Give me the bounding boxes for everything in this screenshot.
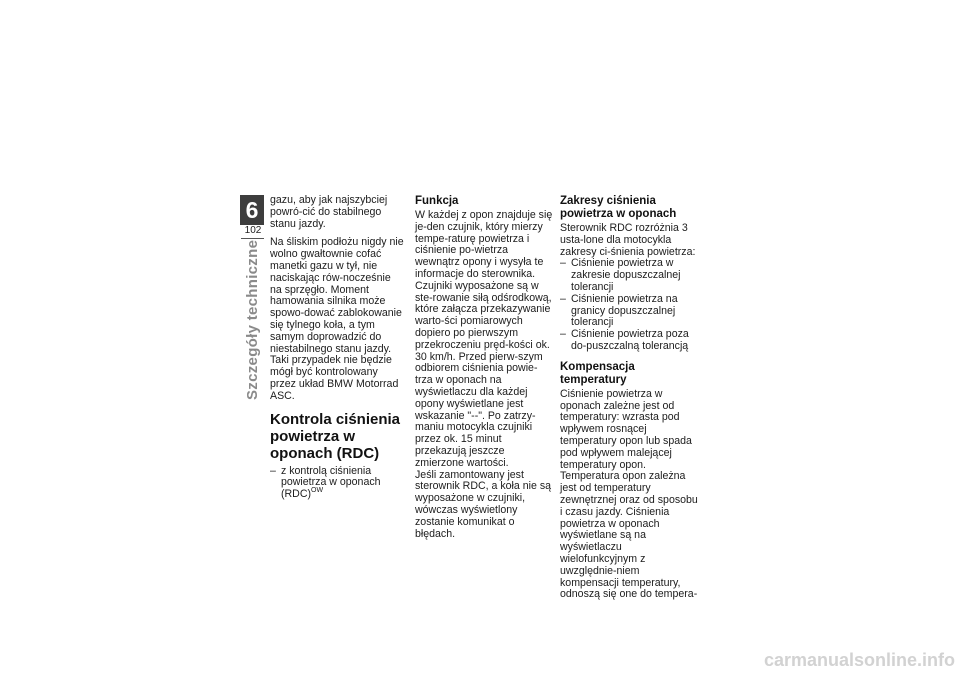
list-item	[560, 258, 700, 293]
list-item	[270, 466, 405, 501]
dash-bullet: –	[270, 464, 276, 477]
page-number: 102	[244, 225, 262, 236]
section-heading-rdc: Kontrola ciśnienia powietrza w oponach (RDC)	[270, 410, 401, 462]
paragraph: Czujniki wyposażone są w ste-rowanie siłą odśrodkową, które załącza przekazywanie warto-ści pomiarowych dopiero po pierwszym przekroczeniu pręd-kości ok. 30 km/h. Przed pierw-szym odbiorem ciśnienia powie-trza w oponach na wyświetlaczu dla każdej opony wyświetlane jest wskazanie "--". Po zatrzy-maniu motocykla czujniki przez ok. 15 minut przekazują jeszcze zmierzone wartości.	[415, 279, 552, 469]
list-item-text: Ciśnienie powietrza w zakresie dopuszczalnej tolerancji	[571, 257, 681, 293]
equipment-list	[270, 466, 405, 501]
paragraph: Ciśnienie powietrza w oponach zależne jest od temperatury: wzrasta pod wpływem rosnącej temperatury opon lub spada pod wpływem malejącej temperatury opon. Temperatura opon zależna jest od temperatury zewnętrznej oraz od sposobu i czasu jazdy. Ciśnienia powietrza w oponach wyświetlane są na wyświetlaczu wielofunkcyjnym z uwzględnie-niem kompensacji temperatury, odnoszą się one do tempera-	[560, 387, 698, 601]
section-heading-function: Funkcja	[415, 195, 459, 207]
dash-bullet: –	[560, 292, 566, 305]
dash-bullet: –	[560, 257, 566, 270]
list-item-text: z kontrolą ciśnienia powietrza w oponach (RDC)	[281, 464, 381, 501]
column-2	[415, 195, 553, 547]
list-item	[560, 329, 700, 353]
dash-bullet: –	[560, 328, 566, 341]
chapter-side-title: Szczegóły techniczne	[244, 239, 261, 400]
watermark: carmanualsonline.info	[763, 650, 955, 670]
column-3	[560, 195, 700, 608]
paragraph: W każdej z opon znajduje się je-den czujnik, który mierzy tempe-raturę powietrza i ciśnienie po-wietrza wewnątrz opony i wysyła te informacje do sterownika.	[415, 209, 553, 280]
paragraph: gazu, aby jak najszybciej powró-cić do stabilnego stanu jazdy.	[270, 194, 388, 230]
list-item-text: Ciśnienie powietrza na granicy dopuszczalnej tolerancji	[571, 292, 678, 329]
pressure-range-list	[560, 258, 700, 352]
list-item	[560, 294, 700, 329]
section-heading-temperature-compensation: Kompensacja temperatury	[560, 360, 635, 386]
paragraph: Jeśli zamontowany jest sterownik RDC, a koła nie są wyposażone w czujniki, wówczas wyświetlony zostanie komunikat o błędach.	[415, 468, 552, 540]
option-superscript: OW	[311, 486, 324, 494]
list-item-text: Ciśnienie powietrza poza do-puszczalną tolerancją	[571, 328, 689, 352]
section-heading-pressure-ranges: Zakresy ciśnienia powietrza w oponach	[560, 195, 677, 220]
chapter-number: 6	[245, 197, 259, 223]
paragraph: Na śliskim podłożu nigdy nie wolno gwałtownie cofać manetki gazu w tył, nie naciskając rów-nocześnie na sprzęgło. Moment hamowania silnika może spowo-dować zablokowanie się tylnego koła, a tym samym doprowadzić do niestabilnego stanu jazdy. Taki przypadek nie będzie mógł być kontrolowany przez układ BMW Motorrad ASC.	[270, 236, 404, 402]
paragraph: Sterownik RDC rozróżnia 3 usta-lone dla motocykla zakresy ci-śnienia powietrza:	[560, 222, 696, 258]
column-1	[270, 195, 405, 509]
